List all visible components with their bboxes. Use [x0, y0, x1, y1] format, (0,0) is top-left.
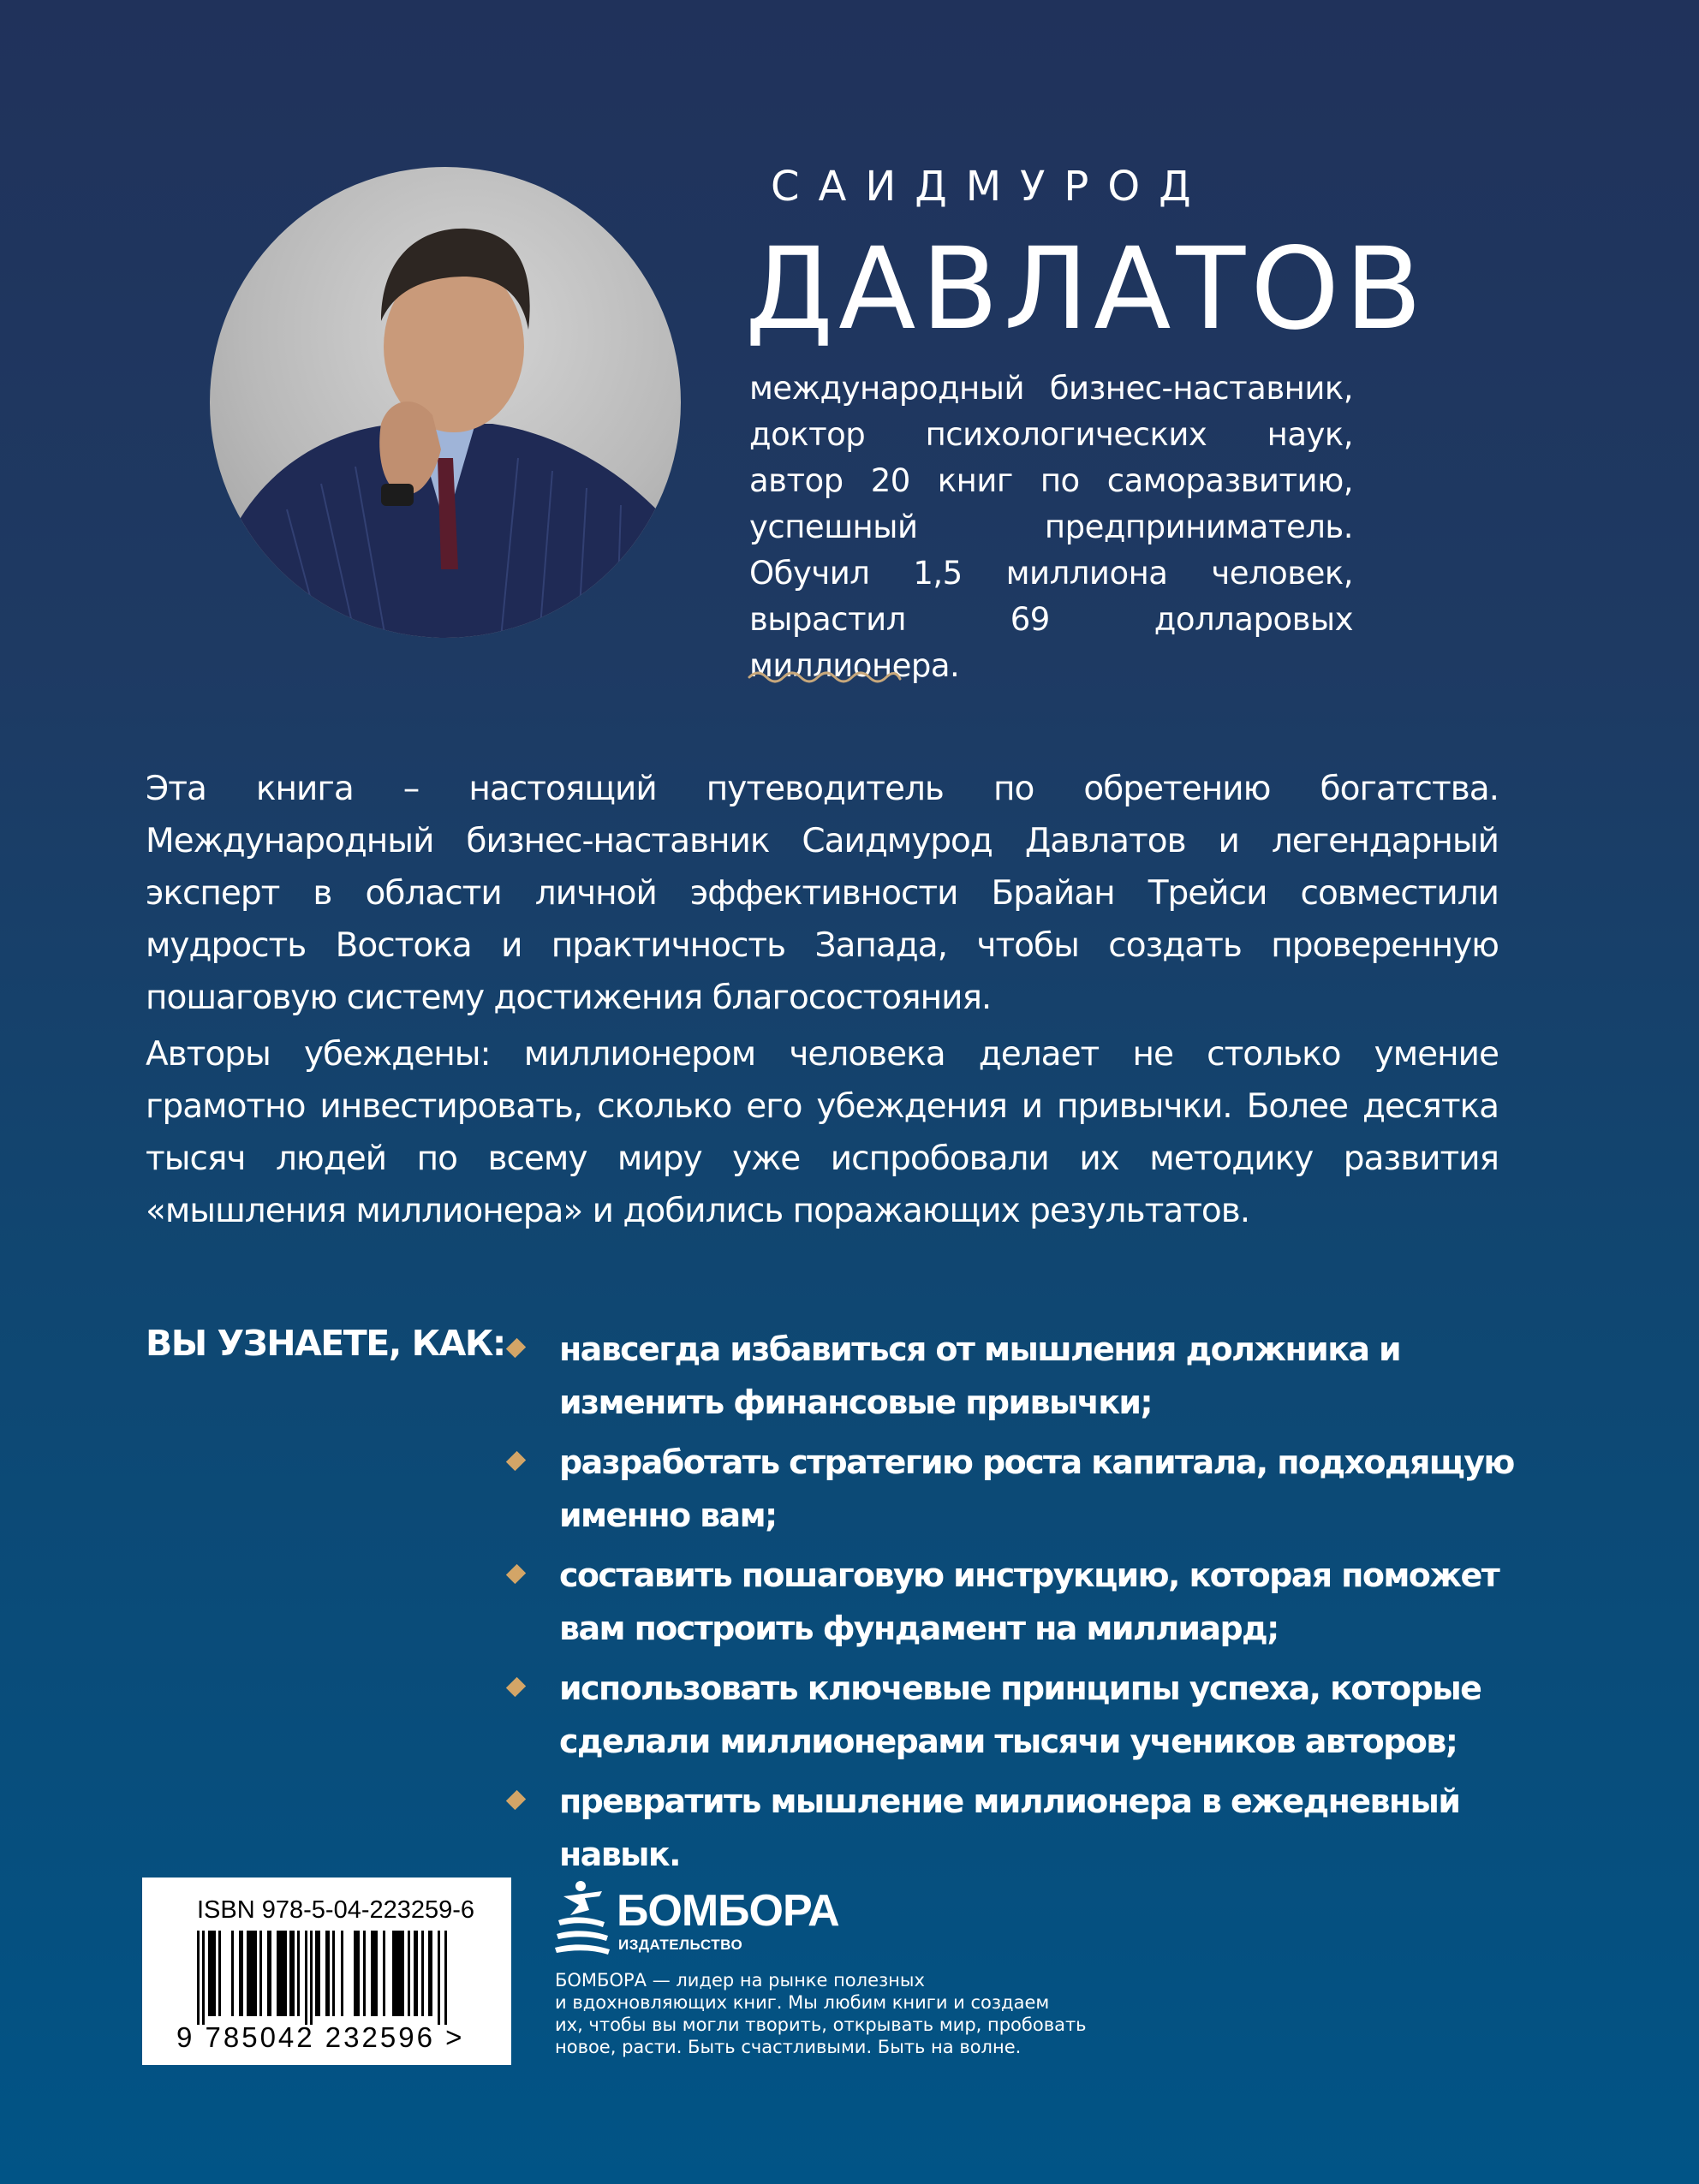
learn-item-text: составить пошаговую инструкцию, которая поможет вам построить фундамент на миллиард; [559, 1556, 1499, 1647]
description-paragraph-1: Эта книга – настоящий путеводитель по обретению богатства. Международный бизнес-наставник Саидмурод Давлатов и легендарный эксперт в области личной эффективности Брайан Трейси совместили мудрость Востока и практичность Запада, чтобы создать проверенную пошаговую систему достижения благосостояния. [146, 770, 1499, 1017]
diamond-bullet-icon [506, 1790, 526, 1810]
publisher-description [555, 1969, 1154, 2058]
description-paragraph-2: Авторы убеждены: миллионером человека делает не столько умение грамотно инвестировать, сколько его убеждения и привычки. Более десятка тысяч людей по всему миру уже испробовали их методику развития «мышления миллионера» и добились поражающих результатов. [146, 1035, 1499, 1230]
learn-list-item [505, 1549, 1533, 1655]
learn-list [505, 1323, 1533, 1888]
learn-item-text: использовать ключевые принципы успеха, которые сделали миллионерами тысячи учеников авторов; [559, 1669, 1481, 1760]
barcode-box [142, 1878, 511, 2065]
learn-heading: ВЫ УЗНАЕТЕ, КАК: [146, 1323, 505, 1364]
isbn-label: ISBN 978-5-04-223259-6 [197, 1896, 475, 1924]
publisher-description-line: БОМБОРА — лидер на рынке полезных [555, 1970, 925, 1991]
learn-item-text: превратить мышление миллионера в ежедневный навык. [559, 1782, 1460, 1873]
bombora-logo-icon [555, 1878, 611, 1959]
diamond-bullet-icon [506, 1564, 526, 1584]
publisher-name: БОМБОРА [617, 1886, 839, 1936]
author-portrait [210, 167, 681, 638]
author-bio: международный бизнес-наставник, доктор психологических наук, автор 20 книг по саморазвитию, успешный предприниматель. Обучил 1,5 миллиона человек, вырастил 69 долларовых миллионера. [749, 370, 1353, 684]
learn-list-item [505, 1323, 1533, 1429]
diamond-bullet-icon [506, 1451, 526, 1471]
publisher-description-line: и вдохновляющих книг. Мы любим книги и создаем [555, 1992, 1050, 2013]
learn-list-item [505, 1775, 1533, 1881]
publisher-description-line: новое, расти. Быть счастливыми. Быть на волне. [555, 2037, 1022, 2057]
barcode-icon [197, 1931, 454, 2025]
diamond-bullet-icon [506, 1677, 526, 1697]
learn-list-item [505, 1436, 1533, 1542]
learn-item-text: навсегда избавиться от мышления должника и изменить финансовые привычки; [559, 1330, 1401, 1421]
learn-list-item [505, 1662, 1533, 1768]
wave-ornament-icon [748, 669, 902, 686]
publisher-description-line: их, чтобы вы могли творить, открывать мир, пробовать [555, 2014, 1087, 2035]
publisher-subtitle: ИЗДАТЕЛЬСТВО [618, 1937, 743, 1953]
portrait-illustration [210, 167, 681, 638]
author-first-name: САИДМУРОД [771, 163, 1210, 211]
learn-item-text: разработать стратегию роста капитала, подходящую именно вам; [559, 1443, 1514, 1534]
diamond-bullet-icon [506, 1338, 526, 1358]
barcode-digits: 9 785042 232596 > [176, 2021, 465, 2053]
author-last-name: ДАВЛАТОВ [745, 223, 1428, 355]
